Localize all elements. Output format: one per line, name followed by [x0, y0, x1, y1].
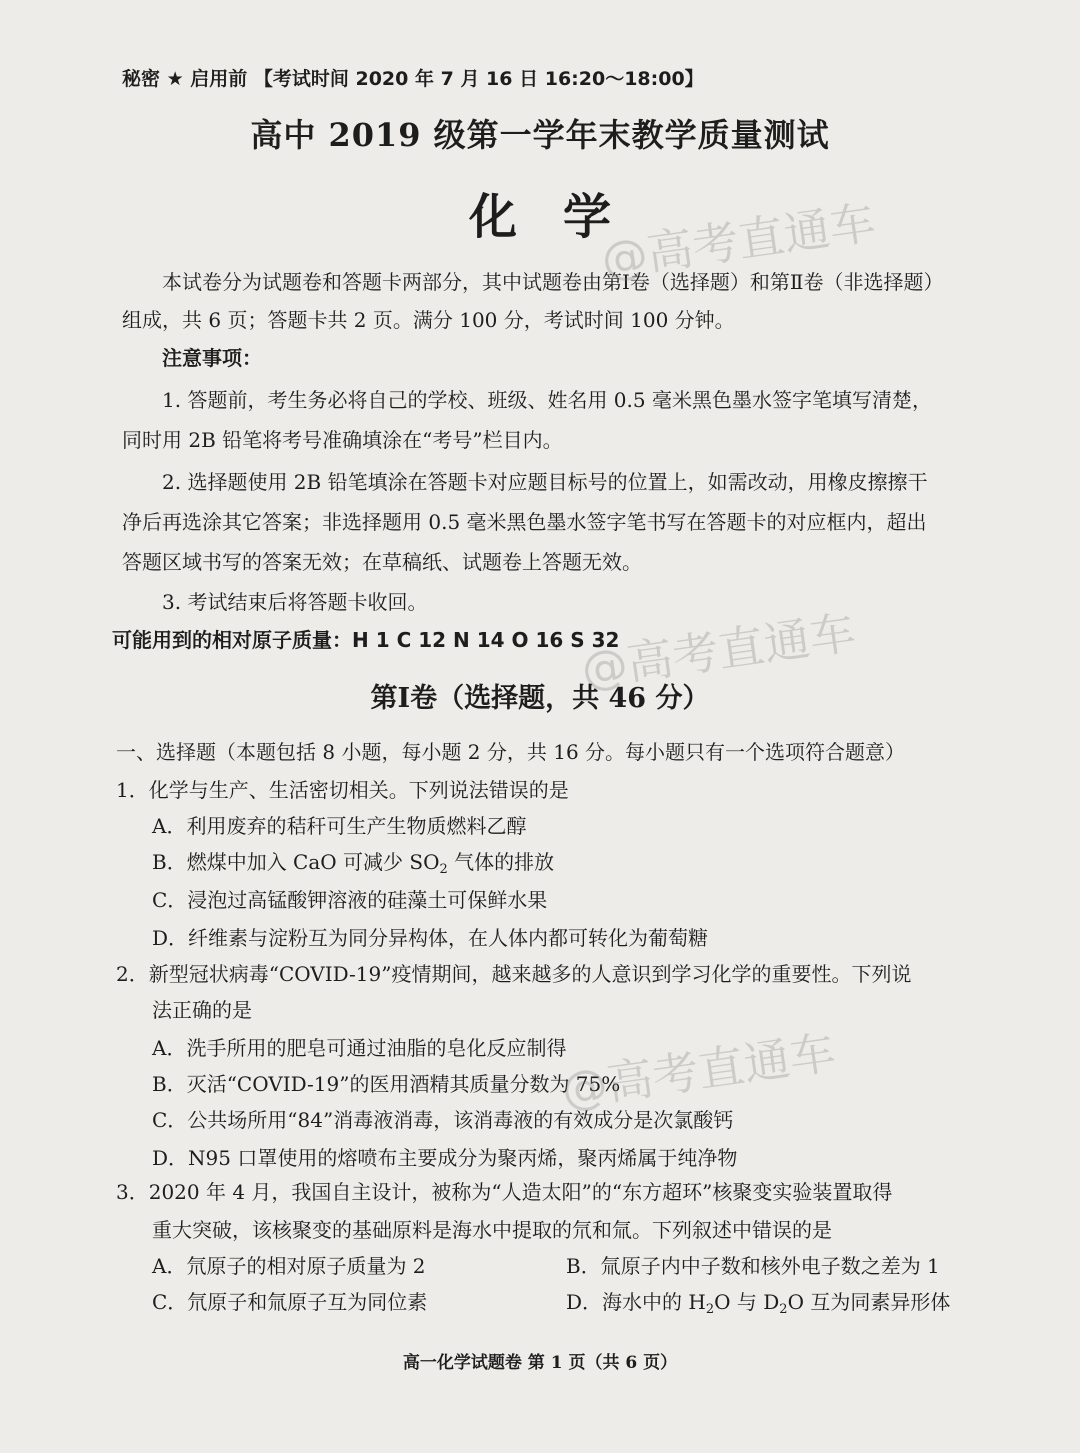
- notice-item-1-line-1: 1. 答题前，考生务必将自己的学校、班级、姓名用 0.5 毫米黑色墨水签字笔填写清楚，: [162, 388, 932, 412]
- part-one-heading: 一、选择题（本题包括 8 小题，每小题 2 分，共 16 分。每小题只有一个选项符合题意）: [116, 740, 906, 764]
- question-2-option-a: A．洗手所用的肥皂可通过油脂的皂化反应制得: [152, 1036, 567, 1060]
- question-3-stem-line-1: 3．2020 年 4 月，我国自主设计，被称为“人造太阳”的“东方超环”核聚变实验装置取得: [116, 1180, 893, 1204]
- watermark: @高考直通车: [598, 195, 879, 287]
- question-1-option-a: A．利用废弃的秸秆可生产生物质燃料乙醇: [152, 814, 527, 838]
- watermark: @高考直通车: [578, 605, 859, 697]
- question-1-option-d: D．纤维素与淀粉互为同分异构体，在人体内都可转化为葡萄糖: [152, 926, 709, 950]
- question-2-option-b: B．灭活“COVID-19”的医用酒精其质量分数为 75%: [152, 1072, 621, 1096]
- atomic-mass-line: 可能用到的相对原子质量：H 1 C 12 N 14 O 16 S 32: [112, 628, 620, 652]
- notice-item-1-line-2: 同时用 2B 铅笔将考号准确填涂在“考号”栏目内。: [122, 428, 563, 452]
- question-2-stem-line-2: 法正确的是: [152, 998, 252, 1022]
- watermark: @高考直通车: [558, 1025, 839, 1117]
- question-1-stem: 1．化学与生产、生活密切相关。下列说法错误的是: [116, 778, 569, 802]
- section-title: 第Ⅰ卷（选择题，共 46 分）: [370, 683, 710, 714]
- question-2-option-c: C．公共场所用“84”消毒液消毒，该消毒液的有效成分是次氯酸钙: [152, 1108, 734, 1132]
- notice-item-2-line-1: 2. 选择题使用 2B 铅笔填涂在答题卡对应题目标号的位置上，如需改动，用橡皮擦擦干: [162, 470, 928, 494]
- notice-item-3: 3. 考试结束后将答题卡收回。: [162, 590, 428, 614]
- question-2-option-d: D．N95 口罩使用的熔喷布主要成分为聚丙烯，聚丙烯属于纯净物: [152, 1146, 738, 1170]
- subject-title: 化学: [468, 189, 657, 245]
- intro-line-2: 组成，共 6 页；答题卡共 2 页。满分 100 分，考试时间 100 分钟。: [122, 308, 735, 332]
- confidential-header: 秘密 ★ 启用前 【考试时间 2020 年 7 月 16 日 16:20～18:00】: [122, 68, 704, 90]
- question-1-option-b: B．燃煤中加入 CaO 可减少 $SO_2$ 气体的排放: [152, 850, 555, 877]
- notice-item-2-line-2: 净后再选涂其它答案；非选择题用 0.5 毫米黑色墨水签字笔书写在答题卡的对应框内，超出: [122, 510, 927, 534]
- notice-item-2-line-3: 答题区域书写的答案无效；在草稿纸、试题卷上答题无效。: [122, 550, 642, 574]
- question-3-option-b: B．氚原子内中子数和核外电子数之差为 1: [566, 1254, 940, 1278]
- exam-title: 高中 2019 级第一学年末教学质量测试: [250, 116, 830, 154]
- question-3-option-d: D．海水中的 $H_2O$ 与 $D_2O$ 互为同素异形体: [566, 1290, 951, 1317]
- intro-line-1: 本试卷分为试题卷和答题卡两部分，其中试题卷由第Ⅰ卷（选择题）和第Ⅱ卷（非选择题）: [162, 270, 944, 294]
- question-1-option-c: C．浸泡过高锰酸钾溶液的硅藻土可保鲜水果: [152, 888, 548, 912]
- notice-heading: 注意事项：: [162, 346, 262, 370]
- question-2-stem-line-1: 2．新型冠状病毒“COVID-19”疫情期间，越来越多的人意识到学习化学的重要性。下列说: [116, 962, 912, 986]
- question-3-option-c: C．氘原子和氚原子互为同位素: [152, 1290, 428, 1314]
- page-footer: 高一化学试题卷 第 1 页（共 6 页）: [402, 1353, 678, 1373]
- question-3-option-a: A．氘原子的相对原子质量为 2: [152, 1254, 426, 1278]
- question-3-stem-line-2: 重大突破，该核聚变的基础原料是海水中提取的氘和氚。下列叙述中错误的是: [152, 1218, 832, 1242]
